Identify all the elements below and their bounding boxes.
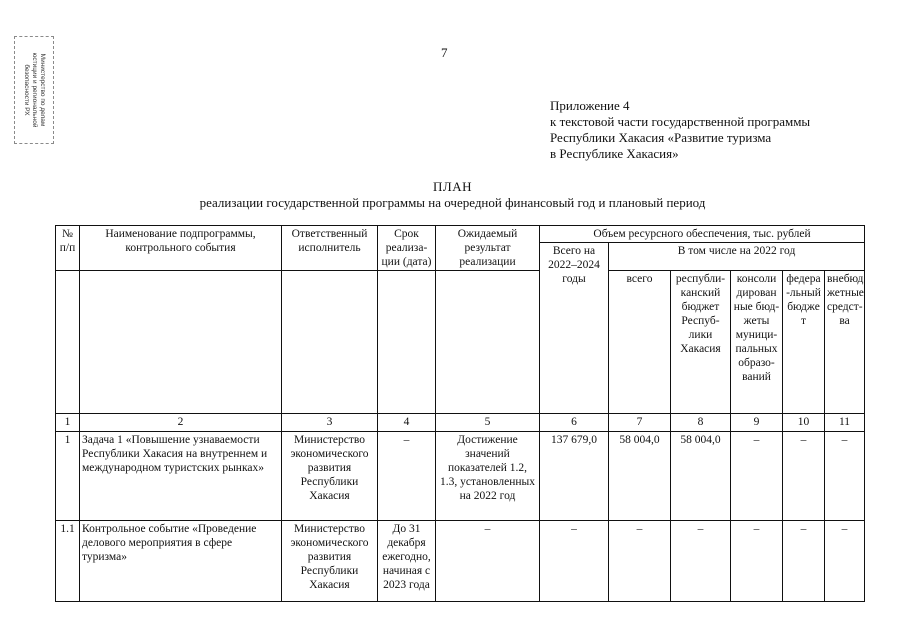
cell-result: Достижение значений показателей 1.2, 1.3, установленных на 2022 год: [436, 432, 540, 521]
cell-consolidated: –: [731, 521, 783, 602]
cell-extrabudget: –: [825, 521, 865, 602]
cell-sum: 58 004,0: [609, 432, 671, 521]
column-number: 3: [282, 414, 378, 432]
cell-sum: –: [609, 521, 671, 602]
cell-consolidated: –: [731, 432, 783, 521]
appendix-line: в Республике Хакасия»: [550, 146, 679, 161]
column-number: 2: [80, 414, 282, 432]
column-number: 7: [609, 414, 671, 432]
header-including: В том числе на 2022 год: [609, 243, 865, 271]
cell-name: Задача 1 «Повышение узнаваемости Республики Хакасия на внутреннем и международном туристских рынках»: [80, 432, 282, 521]
column-number: 10: [783, 414, 825, 432]
header-republican: республи-канский бюджет Респуб-лики Хакасия: [671, 271, 731, 414]
appendix-line: к текстовой части государственной программы: [550, 114, 811, 129]
page-number: 7: [441, 45, 448, 60]
cell-federal: –: [783, 521, 825, 602]
cell-executor: Министерство экономического развития Республики Хакасия: [282, 432, 378, 521]
cell-total: 137 679,0: [540, 432, 609, 521]
cell-federal: –: [783, 432, 825, 521]
header-name: Наименование подпрограммы, контрольного события: [80, 226, 282, 271]
stamp-line: юстиции и региональной: [31, 52, 38, 128]
header-volume: Объем ресурсного обеспечения, тыс. рублей: [540, 226, 865, 243]
cell-republican: –: [671, 521, 731, 602]
cell-result: –: [436, 521, 540, 602]
header-federal: федера -льный бюдже т: [783, 271, 825, 414]
header-spacer: [378, 271, 436, 414]
cell-executor: Министерство экономического развития Республики Хакасия: [282, 521, 378, 602]
column-number: 8: [671, 414, 731, 432]
header-spacer: [80, 271, 282, 414]
cell-extrabudget: –: [825, 432, 865, 521]
header-spacer: [282, 271, 378, 414]
appendix-line: Приложение 4: [550, 98, 630, 113]
header-row: [56, 271, 865, 414]
header-term: Срок реализа-ции (дата): [378, 226, 436, 271]
appendix-note: [550, 98, 870, 162]
cell-term: –: [378, 432, 436, 521]
table-row: [56, 432, 865, 521]
column-number: 1: [56, 414, 80, 432]
header-spacer: [436, 271, 540, 414]
header-total: Всего на 2022–2024 годы: [540, 243, 609, 414]
plan-table: [55, 225, 865, 602]
header-extrabudget: внебюд жетные средст-ва: [825, 271, 865, 414]
header-result: Ожидаемый результат реализации: [436, 226, 540, 271]
stamp-line: Министерство по делам: [39, 53, 46, 127]
stamp-line: безопасности РХ: [23, 64, 30, 116]
cell-name: Контрольное событие «Проведение делового мероприятия в сфере туризма»: [80, 521, 282, 602]
stamp-text: [22, 38, 46, 142]
registration-stamp: [14, 36, 54, 144]
column-number: 11: [825, 414, 865, 432]
column-number: 5: [436, 414, 540, 432]
document-subtitle: реализации государственной программы на очередной финансовый год и плановый период: [199, 195, 706, 210]
cell-num: 1.1: [56, 521, 80, 602]
header-executor: Ответственный исполнитель: [282, 226, 378, 271]
column-number: 4: [378, 414, 436, 432]
header-row: [56, 226, 865, 243]
header-sum: всего: [609, 271, 671, 414]
document-title: ПЛАН: [433, 179, 472, 194]
cell-num: 1: [56, 432, 80, 521]
header-num: № п/п: [56, 226, 80, 271]
header-spacer: [56, 271, 80, 414]
cell-republican: 58 004,0: [671, 432, 731, 521]
column-number: 6: [540, 414, 609, 432]
table-row: [56, 521, 865, 602]
cell-term: До 31 декабря ежегодно, начиная с 2023 года: [378, 521, 436, 602]
column-number: 9: [731, 414, 783, 432]
appendix-line: Республики Хакасия «Развитие туризма: [550, 130, 772, 145]
header-consolidated: консоли дирован ные бюд-жеты муници-пальных образо-ваний: [731, 271, 783, 414]
cell-total: –: [540, 521, 609, 602]
column-number-row: [56, 414, 865, 432]
